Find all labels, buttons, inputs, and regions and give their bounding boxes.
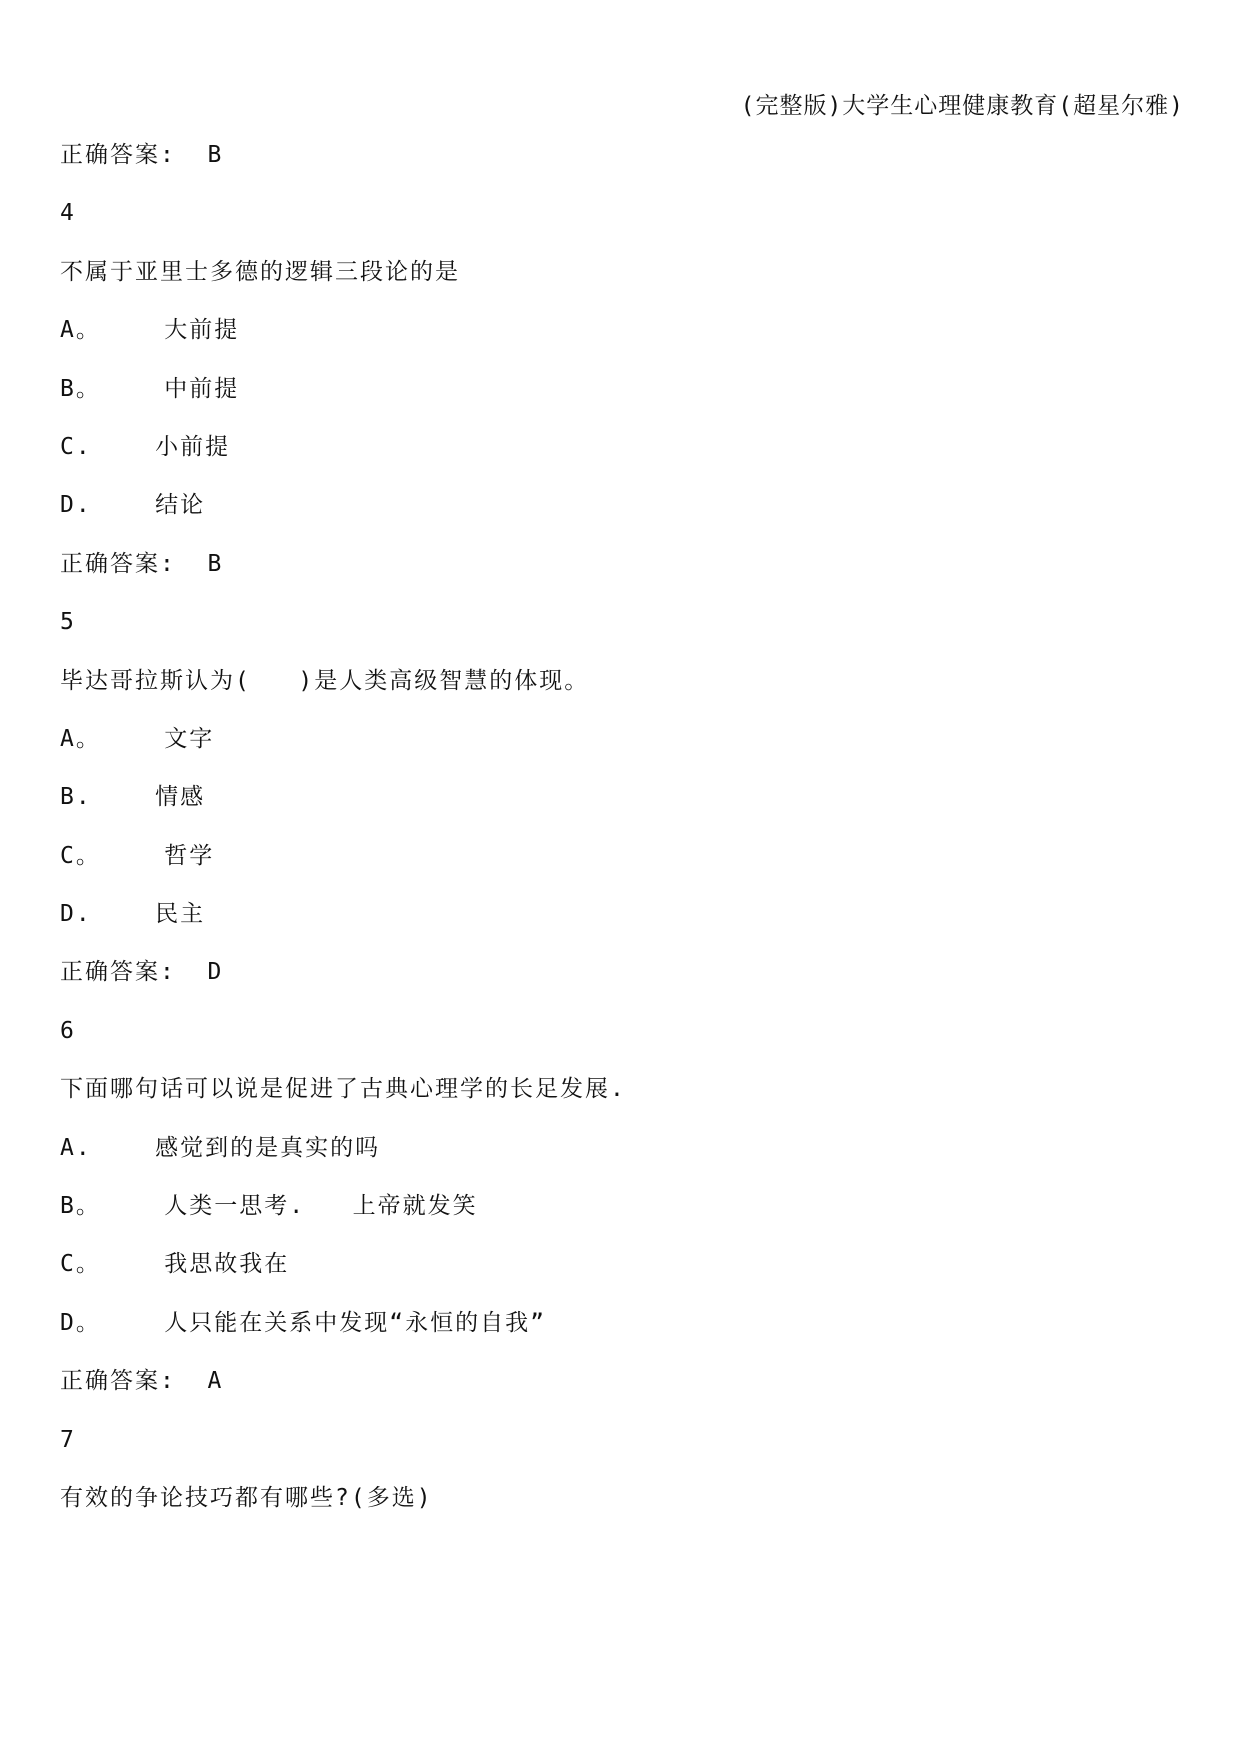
option-c: C。 哲学 (60, 842, 215, 869)
option-a: A。 大前提 (60, 317, 240, 344)
option-b: B. 情感 (60, 784, 206, 811)
document-body (60, 141, 1181, 1542)
document-header-title: (完整版)大学生心理健康教育(超星尔雅) (740, 93, 1184, 119)
question-text: 不属于亚里士多德的逻辑三段论的是 (60, 258, 460, 285)
question-number: 6 (60, 1017, 76, 1044)
answer-line: 正确答案: D (60, 959, 224, 986)
option-d: D. 民主 (60, 901, 206, 928)
option-d: D. 结论 (60, 492, 206, 519)
option-d: D。 人只能在关系中发现“永恒的自我” (60, 1309, 546, 1336)
question-text: 毕达哥拉斯认为( )是人类高级智慧的体现。 (60, 667, 590, 694)
option-b: B。 中前提 (60, 375, 240, 402)
answer-line: 正确答案: A (60, 1368, 224, 1395)
option-c: C。 我思故我在 (60, 1251, 290, 1278)
option-a: A。 文字 (60, 725, 215, 752)
question-text: 有效的争论技巧都有哪些?(多选) (60, 1484, 433, 1511)
option-c: C. 小前提 (60, 433, 231, 460)
option-b: B。 人类一思考. 上帝就发笑 (60, 1193, 478, 1220)
question-number: 7 (60, 1426, 76, 1453)
question-text: 下面哪句话可以说是促进了古典心理学的长足发展. (60, 1076, 626, 1103)
question-number: 5 (60, 609, 76, 636)
answer-line: 正确答案: B (60, 142, 224, 168)
question-number: 4 (60, 200, 76, 227)
answer-line: 正确答案: B (60, 550, 224, 577)
option-a: A. 感觉到的是真实的吗 (60, 1134, 381, 1161)
